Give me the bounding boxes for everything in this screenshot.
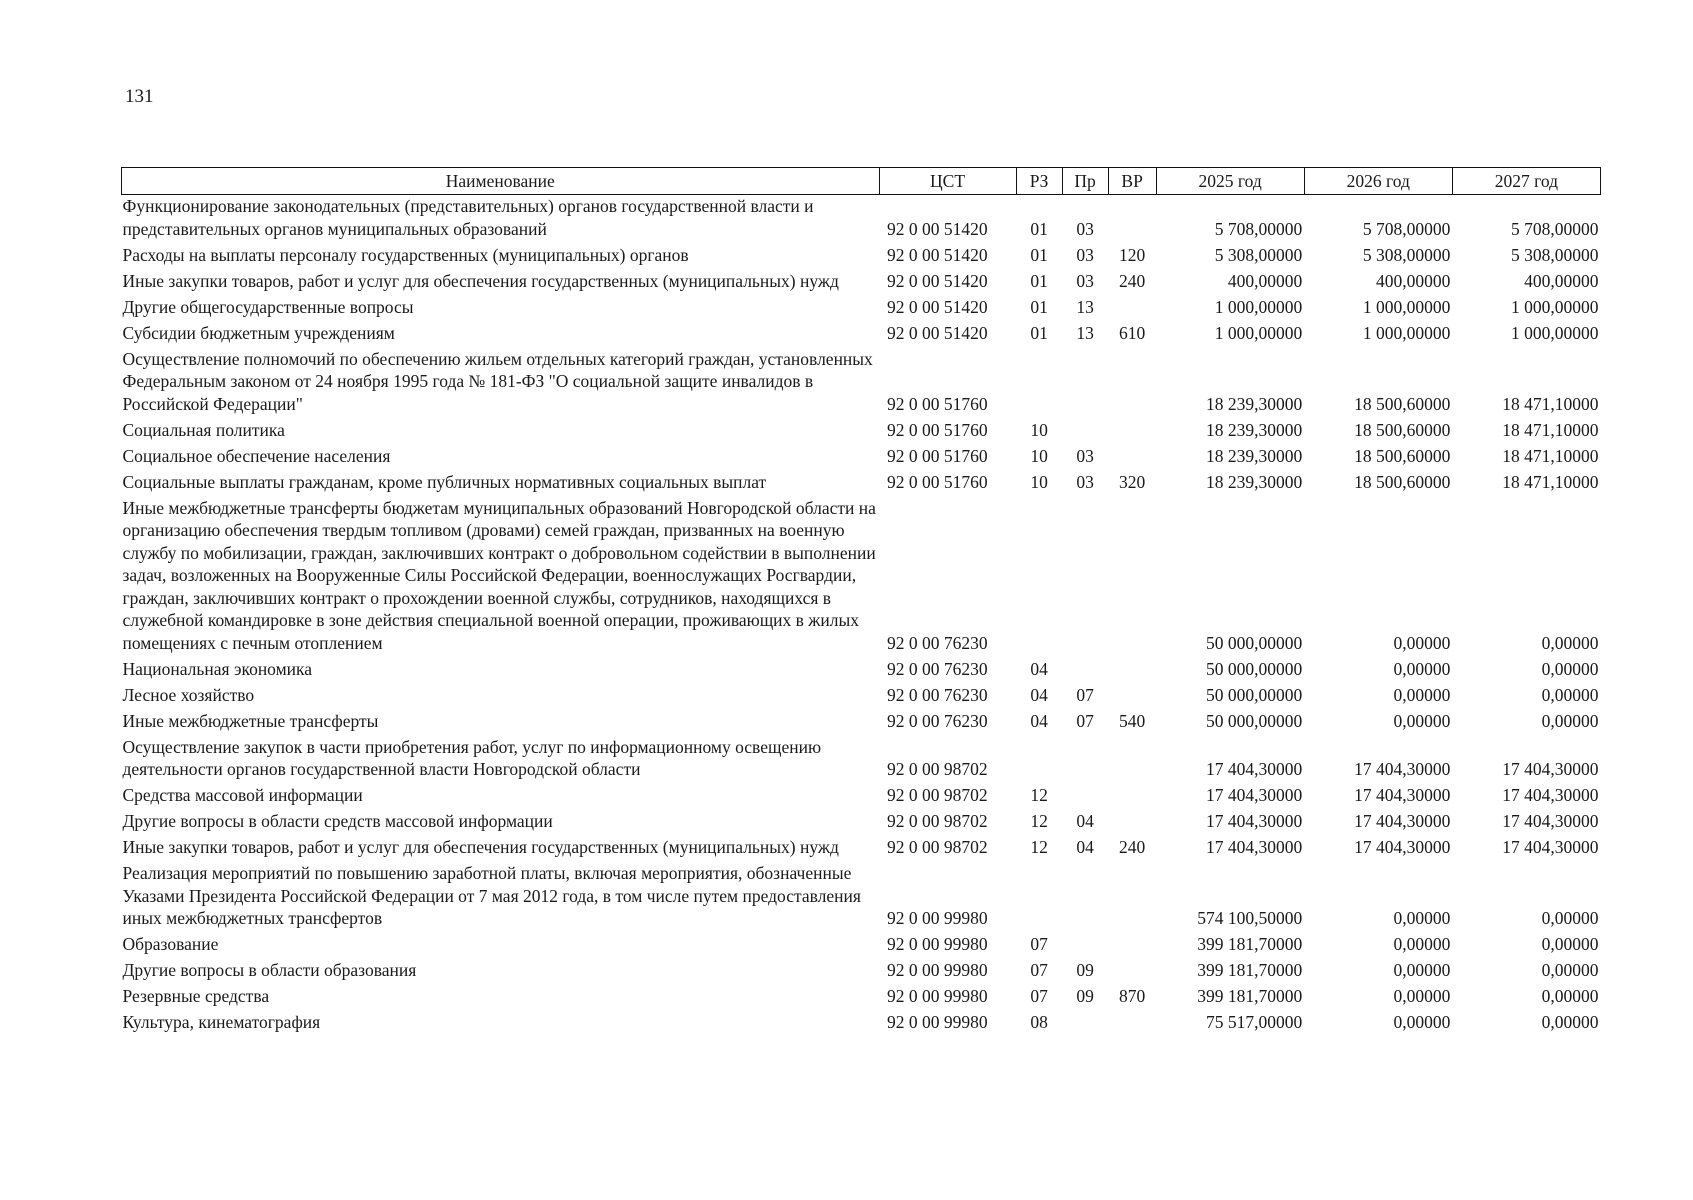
- row-rz: 12: [1030, 837, 1048, 857]
- row-vr: [1108, 810, 1156, 836]
- row-value-2025: 17 404,30000: [1205, 785, 1303, 805]
- table-row: [122, 419, 1601, 445]
- row-rz: 01: [1030, 296, 1048, 317]
- row-rz: [1016, 736, 1062, 785]
- row-name: Другие вопросы в области образования: [122, 960, 417, 980]
- row-name: Лесное хозяйство: [122, 684, 255, 705]
- row-name: Субсидии бюджетным учреждениям: [122, 322, 395, 343]
- header-row: [122, 168, 1601, 195]
- row-value-2027: 18 471,10000: [1502, 471, 1599, 492]
- row-name: Средства массовой информации: [122, 785, 363, 805]
- row-value-2026: 5 308,00000: [1362, 244, 1451, 265]
- row-vr: [1108, 684, 1156, 710]
- row-vr: [1108, 933, 1156, 959]
- row-value-2025: 18 239,30000: [1205, 471, 1303, 492]
- table-row: [122, 244, 1601, 270]
- row-value-2026: 0,00000: [1393, 632, 1451, 653]
- row-value-2026: 1 000,00000: [1362, 296, 1451, 317]
- row-value-2026: 0,00000: [1393, 908, 1451, 928]
- row-name: Резервные средства: [122, 986, 270, 1006]
- row-pr: 03: [1076, 445, 1094, 466]
- row-value-2025: 18 239,30000: [1205, 445, 1303, 466]
- row-pr: 03: [1076, 244, 1094, 265]
- row-value-2026: 18 500,60000: [1354, 471, 1451, 492]
- row-value-2026: 0,00000: [1393, 986, 1451, 1006]
- table-row: [122, 985, 1601, 1011]
- row-pr: [1062, 658, 1108, 684]
- row-vr: [1108, 296, 1156, 322]
- row-pr: 13: [1076, 322, 1094, 343]
- row-cst: 92 0 00 76230: [887, 658, 988, 679]
- row-rz: 12: [1030, 811, 1048, 831]
- row-value-2027: 0,00000: [1541, 710, 1599, 731]
- row-pr: [1062, 736, 1108, 785]
- row-pr: 13: [1076, 296, 1094, 317]
- row-cst: 92 0 00 98702: [887, 811, 988, 831]
- table-header: [122, 168, 1601, 195]
- row-value-2025: 399 181,70000: [1197, 934, 1303, 954]
- table-row: [122, 862, 1601, 933]
- row-vr: [1108, 862, 1156, 933]
- row-cst: 92 0 00 51420: [887, 322, 988, 343]
- row-value-2025: 5 708,00000: [1214, 218, 1303, 239]
- row-name: Иные межбюджетные трансферты: [122, 710, 379, 731]
- row-value-2025: 75 517,00000: [1205, 1012, 1303, 1032]
- table-row: [122, 933, 1601, 959]
- row-value-2026: 0,00000: [1393, 1012, 1451, 1032]
- row-pr: 07: [1076, 684, 1094, 705]
- row-value-2026: 17 404,30000: [1354, 837, 1451, 857]
- row-pr: 03: [1076, 471, 1094, 492]
- row-rz: [1016, 348, 1062, 419]
- row-value-2027: 18 471,10000: [1502, 419, 1599, 440]
- row-value-2025: 5 308,00000: [1214, 244, 1303, 265]
- row-rz: [1016, 497, 1062, 658]
- row-value-2027: 17 404,30000: [1502, 837, 1599, 857]
- row-rz: 07: [1030, 934, 1048, 954]
- table-row: [122, 296, 1601, 322]
- page-number: 131: [125, 86, 154, 107]
- row-vr: 870: [1119, 986, 1146, 1006]
- row-cst: 92 0 00 76230: [887, 710, 988, 731]
- table-body: [122, 195, 1601, 1038]
- row-pr: 03: [1076, 218, 1094, 239]
- row-value-2025: 50 000,00000: [1205, 658, 1303, 679]
- row-value-2025: 17 404,30000: [1205, 759, 1303, 779]
- table-row: [122, 497, 1601, 658]
- row-value-2027: 400,00000: [1524, 270, 1599, 291]
- row-cst: 92 0 00 51760: [887, 393, 988, 414]
- row-value-2025: 17 404,30000: [1205, 837, 1303, 857]
- row-cst: 92 0 00 51420: [887, 244, 988, 265]
- row-pr: 07: [1076, 710, 1094, 731]
- table-row: [122, 736, 1601, 785]
- budget-table: [121, 167, 1601, 1037]
- row-vr: [1108, 959, 1156, 985]
- table-row: [122, 445, 1601, 471]
- row-cst: 92 0 00 51760: [887, 445, 988, 466]
- row-value-2026: 17 404,30000: [1354, 759, 1451, 779]
- row-rz: 08: [1030, 1012, 1048, 1032]
- row-value-2025: 18 239,30000: [1205, 393, 1303, 414]
- row-rz: 01: [1030, 322, 1048, 343]
- row-vr: 240: [1119, 270, 1146, 291]
- row-rz: [1016, 862, 1062, 933]
- row-name: Национальная экономика: [122, 658, 313, 679]
- row-name: Культура, кинематография: [122, 1012, 321, 1032]
- row-vr: [1108, 1011, 1156, 1037]
- header-2025: 2025 год: [1156, 168, 1304, 195]
- row-pr: [1062, 1011, 1108, 1037]
- row-rz: 07: [1030, 960, 1048, 980]
- row-name: Иные межбюджетные трансферты бюджетам муниципальных образований Новгородской области на организацию обеспечения твердым топливом (дровами) семей граждан, призванных на военную службу по мобилизации, граждан, заключивших контракт о добровольном содействии в выполнении задач, возложенных на Вооруженные Силы Российской Федерации, военнослужащих Росгвардии, граждан, заключивших контракт о прохождении военной службы, сотрудников, находящихся в служебной командировке в зоне действия специальной военной операции, проживающих в жилых помещениях с печным отоплением: [122, 497, 876, 653]
- row-value-2025: 399 181,70000: [1197, 960, 1303, 980]
- row-value-2025: 17 404,30000: [1205, 811, 1303, 831]
- row-rz: 10: [1030, 471, 1048, 492]
- table-row: [122, 836, 1601, 862]
- row-value-2026: 0,00000: [1393, 684, 1451, 705]
- row-value-2025: 50 000,00000: [1205, 684, 1303, 705]
- row-cst: 92 0 00 51420: [887, 270, 988, 291]
- header-name: Наименование: [122, 168, 880, 195]
- row-value-2026: 400,00000: [1375, 270, 1451, 291]
- row-name: Социальное обеспечение населения: [122, 445, 391, 466]
- row-value-2027: 0,00000: [1541, 986, 1599, 1006]
- row-value-2027: 5 708,00000: [1511, 218, 1599, 239]
- row-name: Осуществление закупок в части приобретения работ, услуг по информационному освещению деятельности органов государственной власти Новгородской области: [122, 736, 822, 779]
- row-name: Осуществление полномочий по обеспечению жильем отдельных категорий граждан, установленных Федеральным законом от 24 ноября 1995 года № 181-ФЗ "О социальной защите инвалидов в Российской Федерации": [122, 348, 873, 414]
- row-cst: 92 0 00 98702: [887, 759, 988, 779]
- row-vr: [1108, 419, 1156, 445]
- row-value-2027: 5 308,00000: [1511, 244, 1599, 265]
- row-pr: [1062, 933, 1108, 959]
- row-vr: 120: [1119, 244, 1146, 265]
- row-value-2027: 0,00000: [1541, 1012, 1599, 1032]
- row-value-2026: 1 000,00000: [1362, 322, 1451, 343]
- header-cst: ЦСТ: [879, 168, 1016, 195]
- row-vr: 320: [1119, 471, 1146, 492]
- row-cst: 92 0 00 99980: [887, 960, 988, 980]
- row-value-2025: 50 000,00000: [1205, 632, 1303, 653]
- row-value-2026: 0,00000: [1393, 960, 1451, 980]
- table-row: [122, 684, 1601, 710]
- row-vr: [1108, 736, 1156, 785]
- row-cst: 92 0 00 51760: [887, 471, 988, 492]
- row-name: Функционирование законодательных (представительных) органов государственной власти и представительных органов муниципальных образований: [122, 196, 814, 239]
- table-row: [122, 810, 1601, 836]
- row-pr: [1062, 497, 1108, 658]
- table-row: [122, 348, 1601, 419]
- row-rz: 10: [1030, 445, 1048, 466]
- row-name: Расходы на выплаты персоналу государственных (муниципальных) органов: [122, 244, 689, 265]
- row-value-2027: 0,00000: [1541, 658, 1599, 679]
- row-cst: 92 0 00 98702: [887, 785, 988, 805]
- row-rz: 10: [1030, 419, 1048, 440]
- row-value-2025: 1 000,00000: [1214, 322, 1303, 343]
- row-vr: 240: [1119, 837, 1146, 857]
- row-name: Социальные выплаты гражданам, кроме публичных нормативных социальных выплат: [122, 471, 767, 492]
- row-name: Другие вопросы в области средств массовой информации: [122, 811, 553, 831]
- table-row: [122, 658, 1601, 684]
- row-pr: [1062, 419, 1108, 445]
- row-pr: 04: [1076, 811, 1094, 831]
- table-row: [122, 195, 1601, 244]
- row-value-2027: 0,00000: [1541, 908, 1599, 928]
- row-rz: 12: [1030, 785, 1048, 805]
- row-name: Иные закупки товаров, работ и услуг для обеспечения государственных (муниципальных) нужд: [122, 837, 839, 857]
- row-rz: 01: [1030, 218, 1048, 239]
- table-row: [122, 959, 1601, 985]
- row-pr: [1062, 862, 1108, 933]
- table-row: [122, 1011, 1601, 1037]
- row-rz: 04: [1030, 710, 1048, 731]
- row-rz: 07: [1030, 986, 1048, 1006]
- row-cst: 92 0 00 98702: [887, 837, 988, 857]
- row-rz: 04: [1030, 658, 1048, 679]
- header-2027: 2027 год: [1452, 168, 1600, 195]
- row-value-2027: 17 404,30000: [1502, 759, 1599, 779]
- row-value-2027: 17 404,30000: [1502, 811, 1599, 831]
- row-value-2027: 18 471,10000: [1502, 445, 1599, 466]
- row-value-2025: 399 181,70000: [1197, 986, 1303, 1006]
- table-row: [122, 322, 1601, 348]
- row-value-2026: 18 500,60000: [1354, 393, 1451, 414]
- row-value-2026: 17 404,30000: [1354, 785, 1451, 805]
- row-cst: 92 0 00 99980: [887, 908, 988, 928]
- row-value-2025: 400,00000: [1227, 270, 1303, 291]
- row-pr: [1062, 784, 1108, 810]
- header-2026: 2026 год: [1304, 168, 1452, 195]
- table-row: [122, 270, 1601, 296]
- row-pr: 09: [1076, 986, 1094, 1006]
- row-vr: [1108, 784, 1156, 810]
- row-value-2025: 18 239,30000: [1205, 419, 1303, 440]
- row-value-2027: 1 000,00000: [1511, 296, 1599, 317]
- row-vr: [1108, 497, 1156, 658]
- row-value-2026: 17 404,30000: [1354, 811, 1451, 831]
- table-row: [122, 471, 1601, 497]
- row-rz: 04: [1030, 684, 1048, 705]
- row-value-2027: 0,00000: [1541, 632, 1599, 653]
- header-vr: ВР: [1108, 168, 1156, 195]
- row-value-2027: 0,00000: [1541, 960, 1599, 980]
- row-value-2026: 18 500,60000: [1354, 419, 1451, 440]
- row-cst: 92 0 00 99980: [887, 934, 988, 954]
- row-value-2026: 5 708,00000: [1362, 218, 1451, 239]
- row-cst: 92 0 00 99980: [887, 1012, 988, 1032]
- row-vr: 540: [1119, 710, 1146, 731]
- row-pr: 09: [1076, 960, 1094, 980]
- header-pr: Пр: [1062, 168, 1108, 195]
- row-rz: 01: [1030, 244, 1048, 265]
- row-cst: 92 0 00 51420: [887, 296, 988, 317]
- row-value-2026: 18 500,60000: [1354, 445, 1451, 466]
- row-value-2027: 18 471,10000: [1502, 393, 1599, 414]
- row-pr: [1062, 348, 1108, 419]
- row-pr: 04: [1076, 837, 1094, 857]
- row-cst: 92 0 00 51420: [887, 218, 988, 239]
- row-value-2025: 1 000,00000: [1214, 296, 1303, 317]
- row-value-2027: 0,00000: [1541, 934, 1599, 954]
- row-name: Другие общегосударственные вопросы: [122, 296, 414, 317]
- table-row: [122, 784, 1601, 810]
- row-vr: [1108, 445, 1156, 471]
- row-vr: 610: [1119, 322, 1146, 343]
- row-cst: 92 0 00 76230: [887, 632, 988, 653]
- row-value-2026: 0,00000: [1393, 658, 1451, 679]
- row-value-2025: 574 100,50000: [1197, 908, 1303, 928]
- row-value-2027: 17 404,30000: [1502, 785, 1599, 805]
- row-value-2025: 50 000,00000: [1205, 710, 1303, 731]
- row-name: Иные закупки товаров, работ и услуг для обеспечения государственных (муниципальных) нужд: [122, 270, 839, 291]
- row-name: Реализация мероприятий по повышению заработной платы, включая мероприятия, обозначенные Указами Президента Российской Федерации от 7 мая 2012 года, в том числе путем предоставления иных межбюджетных трансфертов: [122, 863, 861, 928]
- row-cst: 92 0 00 51760: [887, 419, 988, 440]
- row-pr: 03: [1076, 270, 1094, 291]
- header-rz: РЗ: [1016, 168, 1062, 195]
- table-row: [122, 710, 1601, 736]
- row-value-2027: 0,00000: [1541, 684, 1599, 705]
- row-cst: 92 0 00 76230: [887, 684, 988, 705]
- row-value-2026: 0,00000: [1393, 710, 1451, 731]
- row-value-2026: 0,00000: [1393, 934, 1451, 954]
- row-rz: 01: [1030, 270, 1048, 291]
- row-vr: [1108, 195, 1156, 244]
- row-vr: [1108, 658, 1156, 684]
- row-vr: [1108, 348, 1156, 419]
- row-name: Социальная политика: [122, 419, 285, 440]
- row-cst: 92 0 00 99980: [887, 986, 988, 1006]
- row-value-2027: 1 000,00000: [1511, 322, 1599, 343]
- row-name: Образование: [122, 934, 219, 954]
